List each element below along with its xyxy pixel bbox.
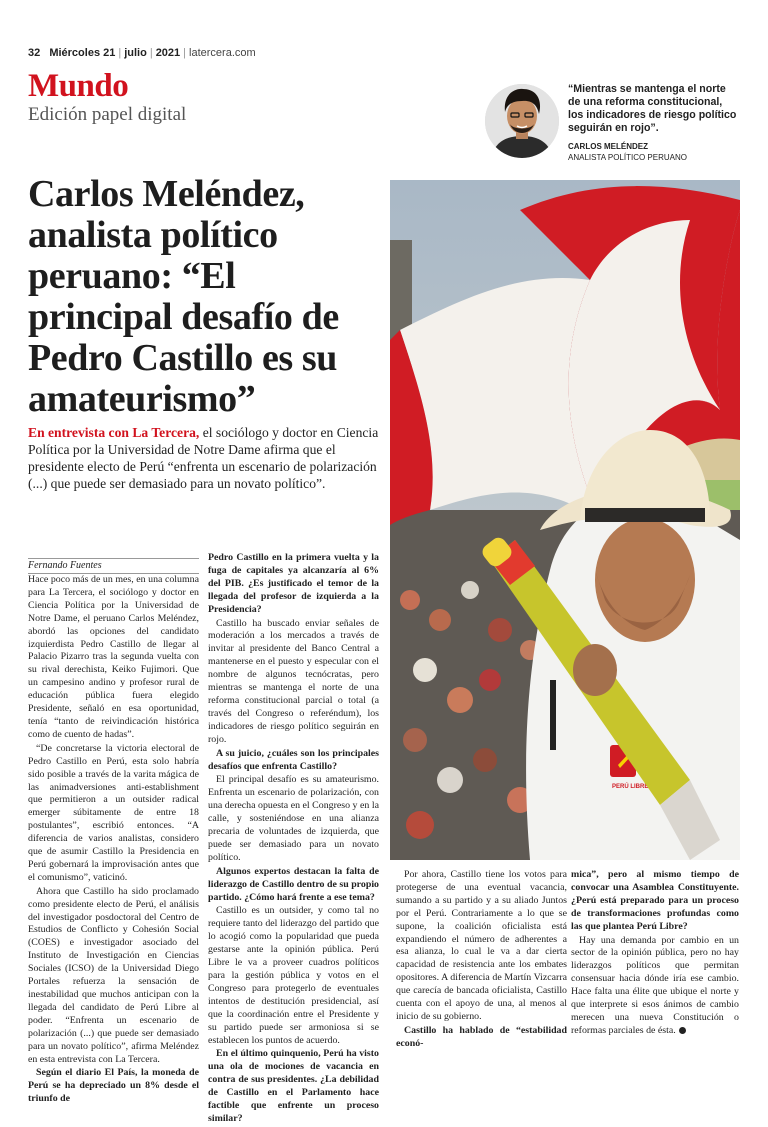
folio: [28, 47, 256, 59]
page-number: 32: [28, 47, 41, 59]
pull-quote: “Mientras se mantenga el norte de una reforma constitucional, los indicadores de riesgo político seguirán en rojo”.: [568, 83, 737, 134]
interview-question: Según el diario El País, la moneda de Perú se ha depreciado un 8% desde el triunfo de: [28, 1067, 199, 1105]
interview-answer: Castillo es un outsider, y como tal no requiere tanto del liderazgo del partido que lo acogió como la popularidad que pueda gestarse ante la opinión pública. Perú Libre le va a proveer cuadros políticos para la gestión pública y votos en el Congreso para protegerlo de eventuales intentos de destitución presidencial, así que la coordinación entre el Presidente y su partido puede ser armoniosa si se establecen los puntos de acuerdo.: [208, 905, 379, 1046]
folio-separator: |: [183, 47, 187, 59]
party-badge-text: PERÚ LIBRE: [612, 784, 649, 790]
body-paragraph: Ahora que Castillo ha sido proclamado como presidente electo de Perú, el análisis del investigador posdoctoral del Centro de Estudios de Conflicto y Cohesión Social (COES) e investigador asociado del Instituto de Investigación en Ciencias Sociales (ICSO) de la Universidad Diego Portales refuerza la sensación de inestabilidad que muchos anticipan con la llegada del candidato de Perú Libre al poder. “Enfrenta un escenario de polarización (...) que puede ser demasiado para un novato político”, afirma Meléndez en esta entrevista con La Tercera.: [28, 885, 199, 1065]
body-paragraph: “De concretarse la victoria electoral de Pedro Castillo en Perú, esta solo habría sido posible a través de la varita mágica de las animadversiones anti-establishment que permitieron a un outsider radical emerger súbitamente de entre 18 postulantes”, escribió entonces. “A diferencia de varios analistas, considero que de asumir Castillo la Presidencia en Perú gobernará la improvisación antes que el comunismo”, vaticinó.: [28, 742, 199, 883]
avatar: [485, 84, 559, 158]
body-column-3: [396, 869, 567, 1052]
interview-question: Castillo ha hablado de “estabilidad econó-: [396, 1024, 567, 1049]
pull-quote-author: CARLOS MELÉNDEZ: [568, 142, 648, 151]
section-title: Mundo: [28, 68, 129, 104]
interview-answer: [571, 935, 739, 1038]
folio-site: latercera.com: [189, 47, 256, 59]
end-mark-icon: [679, 1027, 686, 1034]
interview-answer: El principal desafío es su amateurismo. Enfrenta un escenario de polarización, con una derecha opuesta en el Congreso y en la calle, y sosteniéndose en una alianza precaria de voluntades de izquierda, que puede ser demasiado para un novato político.: [208, 774, 379, 863]
body-column-2: [208, 552, 379, 1127]
body-column-1: [28, 574, 199, 1107]
interview-question: mica”, pero al mismo tiempo de convocar una Asamblea Constituyente. ¿Perú está preparado para un proceso de transformaciones profundas como las que plantea Perú Libre?: [571, 869, 739, 932]
deck-lead: En entrevista con La Tercera,: [28, 425, 200, 440]
edition-label: Edición papel digital: [28, 104, 187, 125]
interview-answer: Castillo ha buscado enviar señales de moderación a los mercados a través de invitar al presidente del Banco Central a mantenerse en el puesto y especular con el nombre de algunos tecnócratas, pero mientras se mantenga el norte de una reforma constitucional parcial o total (a través del Congreso o referéndum), los indicadores de riesgo político seguirán en rojo.: [208, 617, 379, 745]
folio-month: julio: [124, 47, 147, 59]
main-photo: [390, 180, 740, 860]
interview-question: En el último quinquenio, Perú ha visto una ola de mociones de vacancia en contra de sus presidentes. ¿La debilidad de Castillo en el Parlamento hace factible que enfrente un proceso similar?: [208, 1048, 379, 1124]
folio-year: 2021: [155, 47, 181, 59]
byline: Fernando Fuentes: [28, 558, 199, 574]
deck: [28, 424, 380, 492]
folio-separator: |: [118, 47, 122, 59]
deck-text: el sociólogo y doctor en Ciencia Política por la Universidad de Notre Dame afirma que el presidente electo de Perú “enfrenta un escenario de polarización (...) que puede ser demasiado para un novato político”.: [28, 425, 379, 491]
folio-separator: |: [149, 47, 153, 59]
body-column-4: [571, 869, 739, 1039]
pull-quote-role: ANALISTA POLÍTICO PERUANO: [568, 153, 687, 162]
interview-question: Algunos expertos destacan la falta de liderazgo de Castillo dentro de su propio partido. ¿Cómo hará frente a ese tema?: [208, 865, 379, 903]
headline: Carlos Meléndez, analista político peruano: “El principal desafío de Pedro Castillo es su amateurismo”: [28, 173, 339, 420]
body-paragraph: Hace poco más de un mes, en una columna para La Tercera, el sociólogo y doctor en Ciencia Política por la Universidad de Notre Dame, el peruano Carlos Meléndez, abordó las opciones del candidato izquierdista Pedro Castillo de llegar al Palacio Pizarro tras la segunda vuelta con su rival derechista, Keiko Fujimori. Que un campesino andino y profesor rural de educación pública fuera elegido Presidente, señaló en esa oportunidad, tenía “tanto de reivindicación histórica como de cuento de hadas”.: [28, 574, 199, 740]
folio-day: Miércoles 21: [49, 47, 116, 59]
interview-question: Pedro Castillo en la primera vuelta y la fuga de capitales ya alcanzaría al 6% del PIB. ¿Es justificado el temor de la llegada del profesor de izquierda a la Presidencia?: [208, 552, 379, 615]
answer-text: Hay una demanda por cambio en un sector de la opinión pública, pero no hay liderazgos políticos que permitan consensuar hacia dónde iría ese cambio. Hace falta una élite que ubique el norte y que interprete si esos ánimos de cambio merecen una nueva Constitución o reformas parciales de ésta.: [571, 934, 739, 1036]
interview-answer: Por ahora, Castillo tiene los votos para protegerse de una eventual vacancia, sumando a su partido y a su aliado Juntos por el Perú. Contrariamente a lo que se supone, la coalición oficialista está expandiendo el número de adherentes a esa alianza, lo cual le va a dar cierta capacidad de resistencia ante los embates opositores. A diferencia de Martín Vizcarra que carecía de bancada oficialista, Castillo cuenta con el apoyo de una, al menos al inicio de su gobierno.: [396, 869, 567, 1022]
interview-question: A su juicio, ¿cuáles son los principales desafíos que enfrenta Castillo?: [208, 747, 379, 772]
